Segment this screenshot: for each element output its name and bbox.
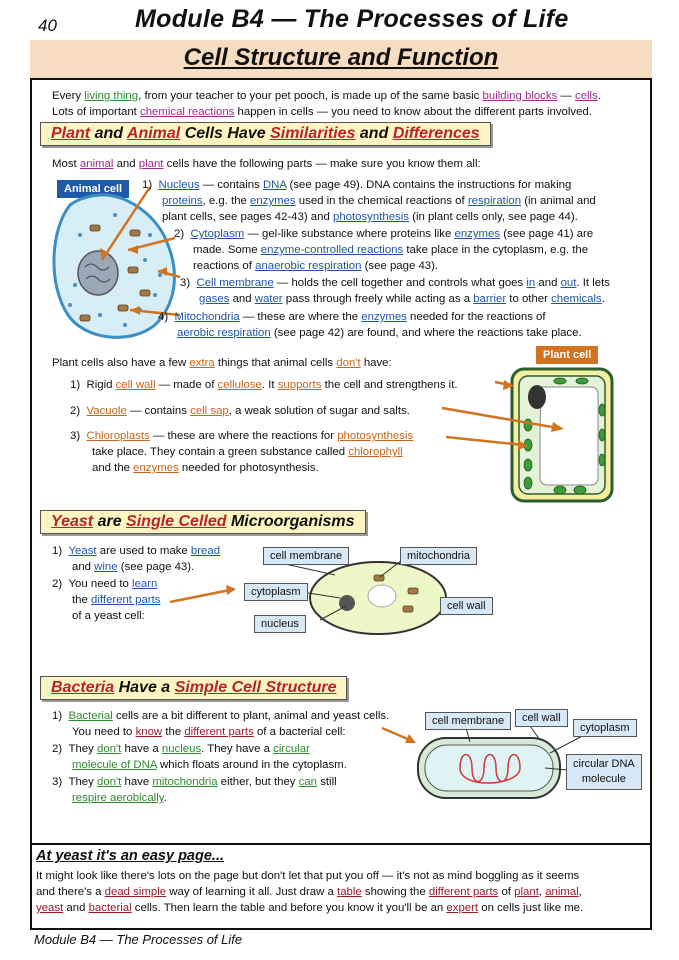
yeast-label-cytoplasm: cytoplasm — [244, 583, 308, 601]
item-mitochondria: 4) Mitochondria — these are where the enzymes needed for the reactions of aerobic respiration (see page 42) are found, and where the reactions take place. — [158, 311, 582, 339]
page-title: Cell Structure and Function — [183, 44, 499, 71]
plant-item-vacuole: 2) Vacuole — contains cell sap, a weak solution of sugar and salts. — [70, 405, 410, 417]
item-cell-membrane: 3) Cell membrane — holds the cell together and controls what goes in and out. It lets gases and water pass through freely while acting as a barrier to other chemicals. — [180, 277, 610, 305]
bacteria-item-1: 1) Bacterial cells are a bit different to plant, animal and yeast cells. You need to know the different parts of a bacterial cell: — [52, 710, 390, 738]
section-heading-plant-animal: Plant and Animal Cells Have Similarities and Differences — [40, 122, 491, 146]
plant-item-cell-wall: 1) Rigid cell wall — made of cellulose. It supports the cell and strengthens it. — [70, 379, 458, 391]
bacteria-label-circular-dna: circular DNA molecule — [566, 754, 642, 790]
plant-intro: Plant cells also have a few extra things that animal cells don't have: — [52, 357, 392, 369]
bacteria-item-2: 2) They don't have a nucleus. They have a circular molecule of DNA which floats around in the cytoplasm. — [52, 743, 347, 771]
intro-paragraph: Every living thing, from your teacher to your pet pooch, is made up of the same basic building blocks — cells. Lots of important chemical reactions happen in cells — you need to know about the different parts involved. — [52, 90, 601, 118]
yeast-label-nucleus: nucleus — [254, 615, 306, 633]
tip-text: It might look like there's lots on the page but don't let that put you off — it's not as mind boggling as it seems and there's a dead simple way of learning it all. Just draw a table showing the different parts of plant, animal, yeast and bacterial cells. Then learn the table and before you know it you'll be an expert on cells just like me. — [36, 870, 584, 914]
tip-heading: At yeast it's an easy page... — [36, 848, 225, 864]
bacteria-item-3: 3) They don't have mitochondria either, but they can still respire aerobically. — [52, 776, 337, 804]
page-number: 40 — [38, 16, 57, 35]
bacteria-label-cell-membrane: cell membrane — [425, 712, 511, 730]
section-heading-bacteria: Bacteria Have a Simple Cell Structure — [40, 676, 347, 700]
bottom-footer: Module B4 — The Processes of Life — [34, 932, 243, 947]
item-nucleus: 1) Nucleus — contains DNA (see page 49). DNA contains the instructions for making proteins, e.g. the enzymes used in the chemical reactions of respiration (in animal and plant cells, see pages 42-43) and photosynthesis (in plant cells only, see page 44). — [142, 179, 596, 223]
module-header: Module B4 — The Processes of Life — [135, 5, 569, 33]
plant-item-chloroplasts: 3) Chloroplasts — these are where the reactions for photosynthesis take place. They contain a green substance called chlorophyll and the enzymes needed for photosynthesis. — [70, 430, 414, 474]
yeast-label-cell-wall: cell wall — [440, 597, 493, 615]
item-cytoplasm: 2) Cytoplasm — gel-like substance where proteins like enzymes (see page 41) are made. Some enzyme-controlled reactions take place in the cytoplasm, e.g. the reactions of anaerobic respiration (see page 43). — [174, 228, 594, 272]
yeast-label-mitochondria: mitochondria — [400, 547, 477, 565]
section-heading-yeast: Yeast are Single Celled Microorganisms — [40, 510, 366, 534]
bacteria-label-cytoplasm: cytoplasm — [573, 719, 637, 737]
yeast-item-2: 2) You need to learn the different parts of a yeast cell: — [52, 578, 161, 622]
plant-cell-tag: Plant cell — [536, 346, 598, 364]
section1-intro: Most animal and plant cells have the following parts — make sure you know them all: — [52, 158, 481, 170]
yeast-item-1: 1) Yeast are used to make bread and wine (see page 43). — [52, 545, 221, 573]
bacteria-label-cell-wall: cell wall — [515, 709, 568, 727]
yeast-label-cell-membrane: cell membrane — [263, 547, 349, 565]
animal-cell-tag: Animal cell — [57, 180, 129, 198]
plant-cell-diagram — [440, 365, 620, 505]
